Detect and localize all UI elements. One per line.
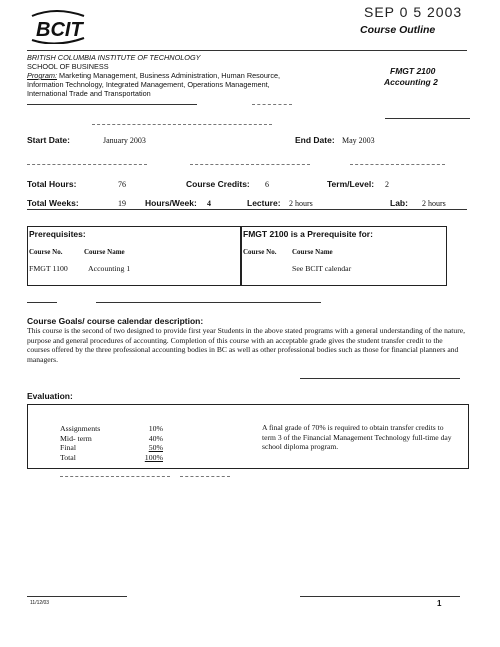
lecture-value: 2 hours <box>289 199 313 208</box>
prereq-for-col-course-no: Course No. <box>243 248 277 256</box>
divider <box>96 302 321 303</box>
evaluation-row-value: 100% <box>144 452 163 462</box>
received-stamp: SEP 0 5 2003 <box>364 4 463 20</box>
bcit-logo <box>26 10 90 44</box>
school-name: SCHOOL OF BUSINESS <box>27 62 109 71</box>
total-hours-value: 76 <box>118 180 126 189</box>
course-credits-label: Course Credits: <box>186 179 250 189</box>
prereq-course-no: FMGT 1100 <box>29 264 68 273</box>
course-code: FMGT 2100 <box>390 66 436 76</box>
footer-divider <box>27 596 127 597</box>
program-label: Program: <box>27 71 58 80</box>
page-number: 1 <box>437 599 442 608</box>
evaluation-row-label: Final <box>60 443 77 452</box>
evaluation-labels <box>60 424 100 462</box>
hours-per-week-value: 4 <box>207 199 211 208</box>
divider <box>300 378 460 379</box>
lab-value: 2 hours <box>422 199 446 208</box>
end-date-value: May 2003 <box>342 136 375 145</box>
total-weeks-value: 19 <box>118 199 126 208</box>
evaluation-row-label: Total <box>60 452 76 462</box>
evaluation-row-value: 40% <box>148 433 163 443</box>
evaluation-row-value: 10% <box>148 424 163 433</box>
end-date-label: End Date: <box>295 135 335 145</box>
evaluation-title: Evaluation: <box>27 391 73 401</box>
prereq-col-course-name: Course Name <box>84 248 125 256</box>
total-weeks-label: Total Weeks: <box>27 198 79 208</box>
evaluation-row-label: Assignments <box>60 424 101 433</box>
divider <box>27 209 467 210</box>
evaluation-note: A final grade of 70% is required to obtain transfer credits to term 3 of the Financial Management Technology full-time day school diploma program. <box>262 423 452 451</box>
evaluation-row-label: Mid- term <box>60 433 92 443</box>
divider <box>385 118 470 119</box>
footer-code: 11/12/03 <box>30 600 50 606</box>
divider <box>252 104 292 105</box>
hours-per-week-label: Hours/Week: <box>145 198 197 208</box>
program-block <box>27 71 292 98</box>
divider <box>27 104 197 105</box>
start-date-label: Start Date: <box>27 135 70 145</box>
svg-text:BCIT: BCIT <box>36 19 83 41</box>
footer-divider <box>300 596 460 597</box>
start-date-value: January 2003 <box>103 136 146 145</box>
divider <box>190 164 310 165</box>
evaluation-values <box>143 424 163 462</box>
prereq-col-course-no: Course No. <box>29 248 63 256</box>
institute-name: BRITISH COLUMBIA INSTITUTE OF TECHNOLOGY <box>27 53 201 62</box>
goals-title: Course Goals/ course calendar description: <box>27 316 204 326</box>
divider <box>27 302 57 303</box>
divider <box>27 164 147 165</box>
prerequisites-title: Prerequisites: <box>29 229 86 239</box>
doc-type: Course Outline <box>360 24 436 36</box>
term-level-value: 2 <box>385 180 389 189</box>
divider <box>60 476 170 477</box>
lab-label: Lab: <box>390 198 408 208</box>
prereq-for-course-name: See BCIT calendar <box>292 264 352 273</box>
prereq-course-name: Accounting 1 <box>88 264 131 273</box>
term-level-label: Term/Level: <box>327 179 375 189</box>
divider <box>350 164 445 165</box>
divider <box>180 476 230 477</box>
prereq-for-col-course-name: Course Name <box>292 248 333 256</box>
prerequisite-for-title: FMGT 2100 is a Prerequisite for: <box>243 229 373 239</box>
divider <box>27 50 467 51</box>
divider <box>92 124 272 125</box>
total-hours-label: Total Hours: <box>27 179 77 189</box>
program-text: Marketing Management, Business Administration, Human Resource, Information Technology, Integrated Management, Operations Management, International Trade and Transportation <box>27 71 281 98</box>
goals-body: This course is the second of two designed to provide first year Students in the above stated programs with a general understanding of the nature, purpose and general procedures of accounting. Completion of this course with an acceptable grade gives the student transfer credit to the courses offered by the three professional accounting bodies in BC as well as other professional bodies such as those for financial planners and managers. <box>27 326 466 364</box>
course-title: Accounting 2 <box>384 77 438 87</box>
lecture-label: Lecture: <box>247 198 281 208</box>
course-credits-value: 6 <box>265 180 269 189</box>
evaluation-row-value: 50% <box>148 443 163 452</box>
